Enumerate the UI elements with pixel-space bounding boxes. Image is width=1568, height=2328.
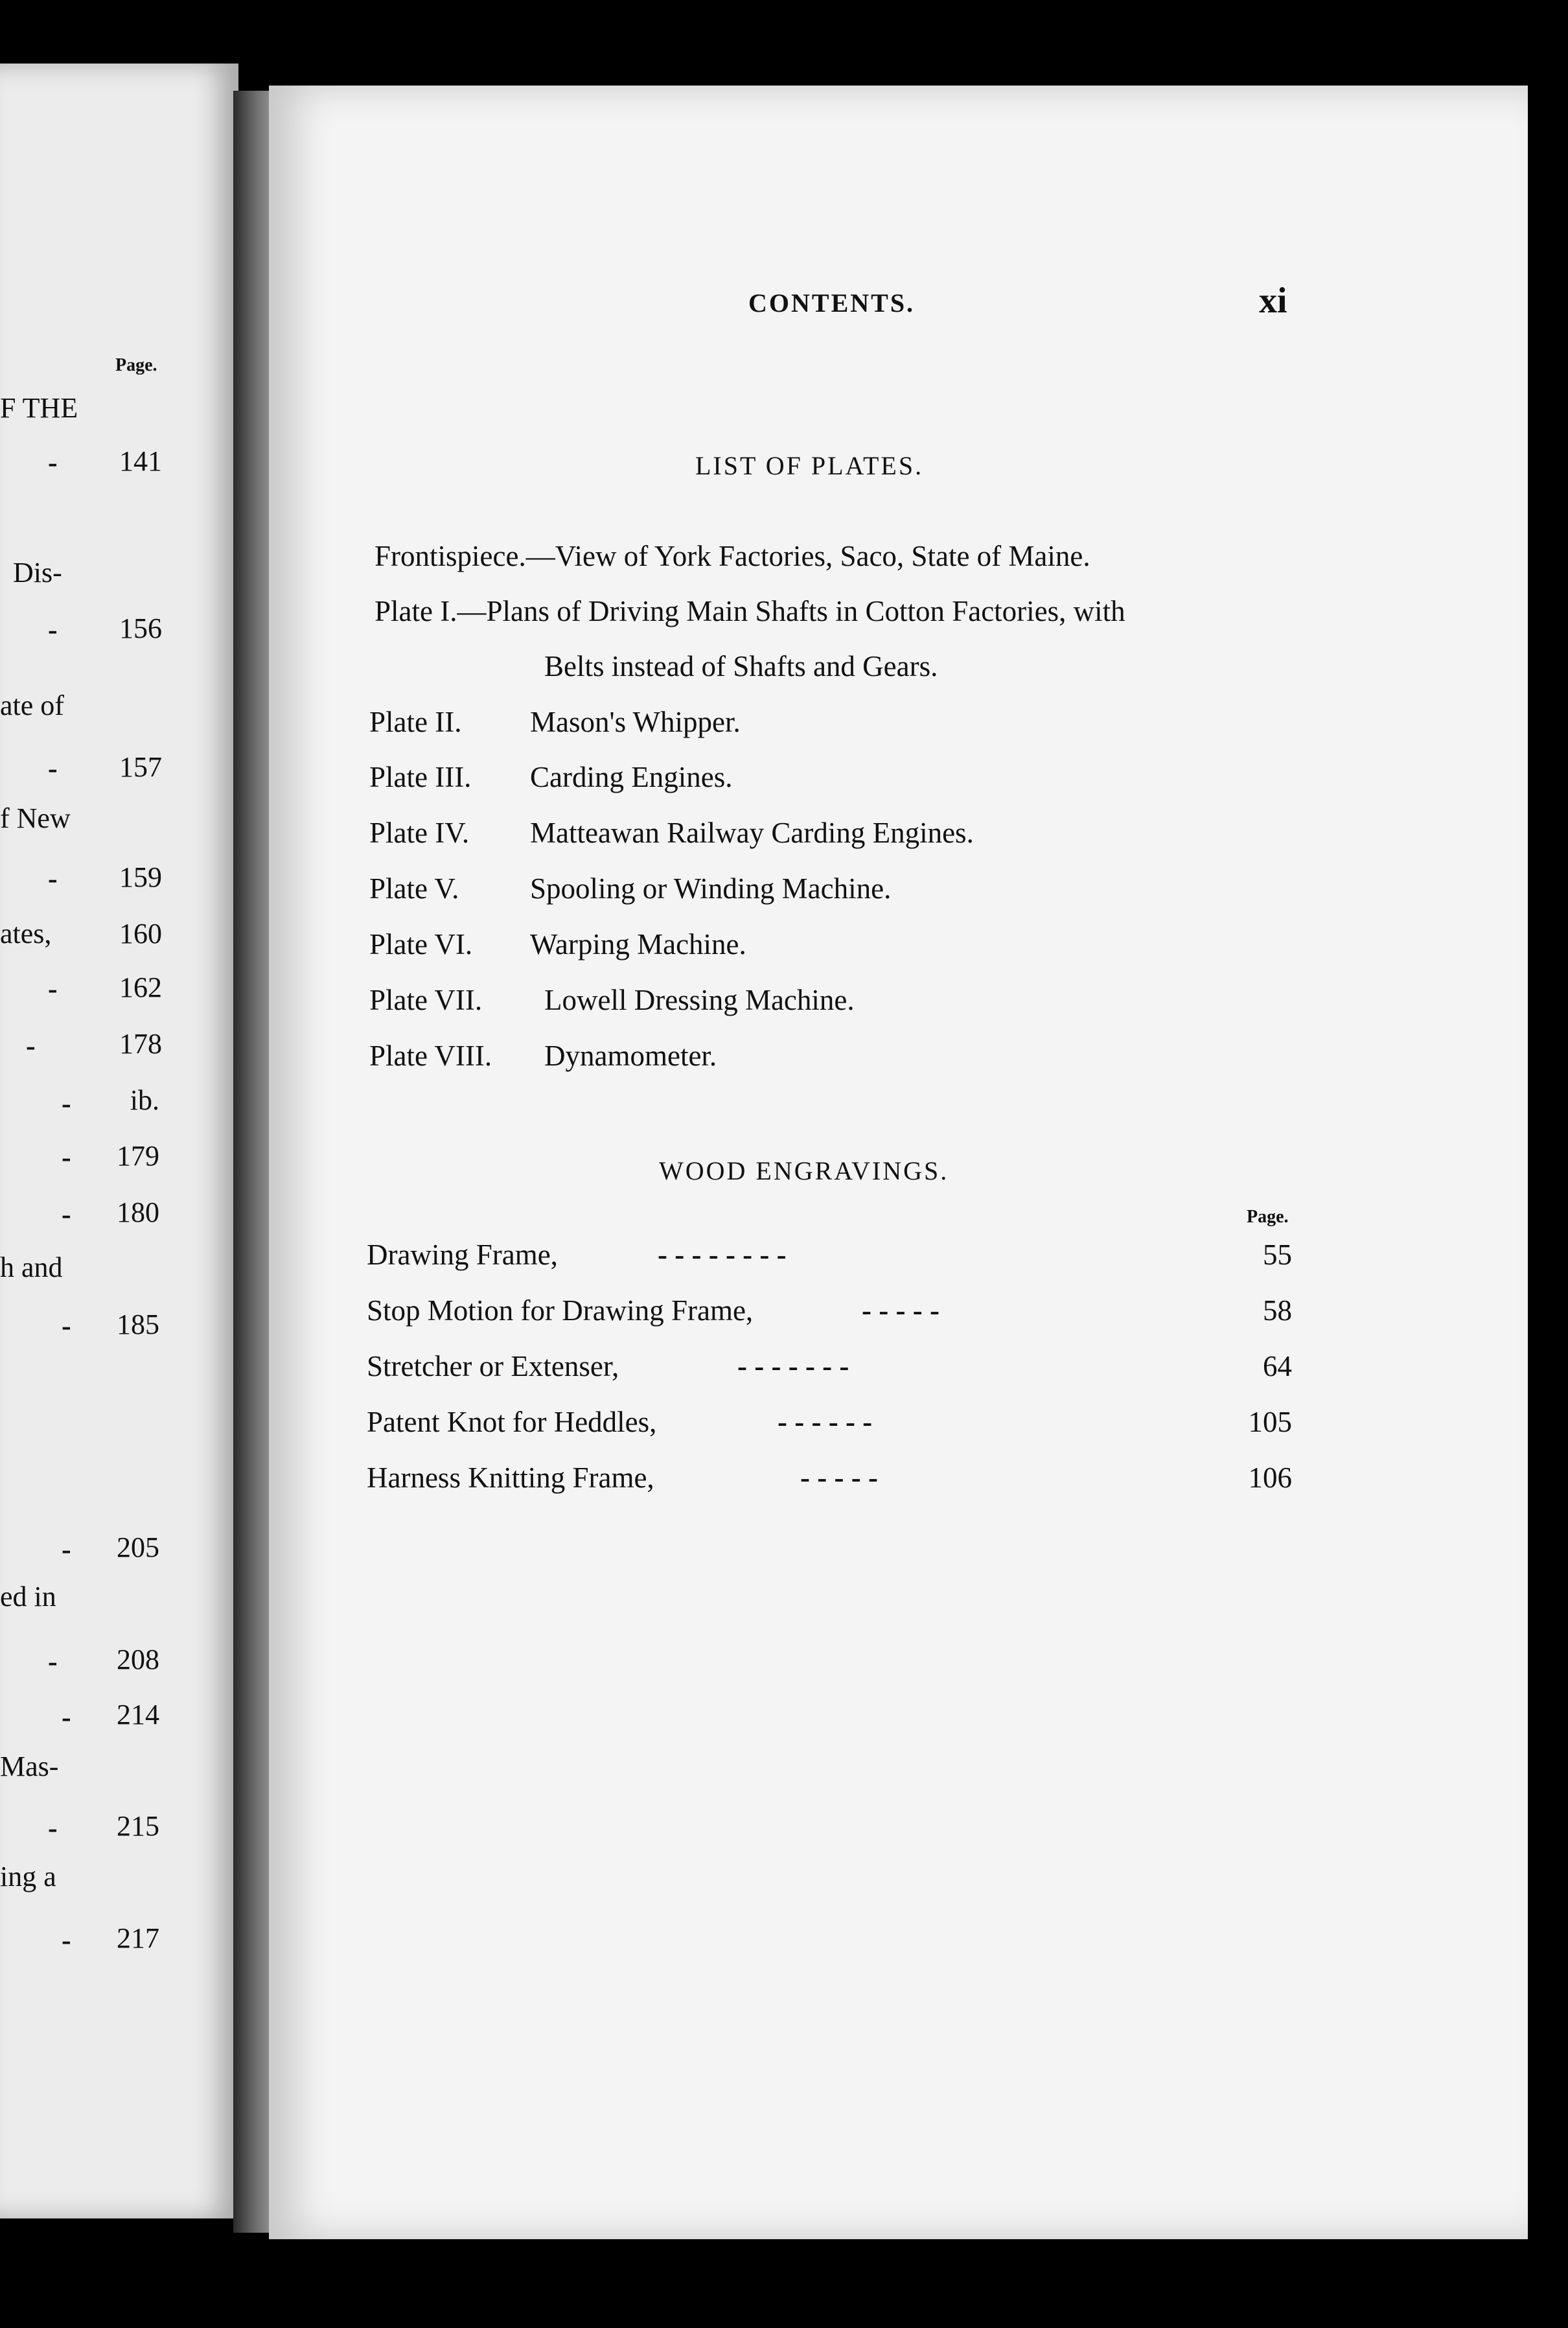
left-page-number: 178: [119, 1028, 162, 1060]
leader-dash: -: [62, 1533, 71, 1565]
page-column-header: Page.: [1247, 1207, 1289, 1227]
plate-label: Plate VI.: [369, 928, 473, 960]
plate-one-line1: Plate I.—Plans of Driving Main Shafts in Cotton Factories, with: [375, 595, 1125, 627]
plate-label: Plate III.: [369, 761, 472, 793]
left-page-number: ib.: [130, 1084, 159, 1116]
plate-label: Plate II.: [369, 706, 462, 738]
leader-dash: -: [62, 1088, 71, 1119]
left-page-header: Page.: [115, 355, 157, 375]
leader-dash: -: [26, 1030, 36, 1062]
left-fragment: ates,: [0, 918, 52, 949]
plate-title: Mason's Whipper.: [530, 706, 741, 738]
plates-heading: LIST OF PLATES.: [695, 451, 924, 480]
engraving-title: Harness Knitting Frame,: [367, 1461, 654, 1494]
engraving-title: Drawing Frame,: [367, 1239, 558, 1271]
leader-dash: -: [62, 1924, 71, 1956]
leader-dash: -: [48, 614, 58, 646]
leader-dash: -: [62, 1141, 71, 1173]
left-page-number: 208: [117, 1644, 159, 1675]
leader-dash: -: [48, 447, 58, 478]
engraving-page: 106: [1248, 1461, 1292, 1494]
left-fragment: h and: [0, 1251, 63, 1283]
plate-one-line2: Belts instead of Shafts and Gears.: [544, 650, 938, 682]
engraving-page: 64: [1263, 1350, 1292, 1382]
leader-dashes: - - - - - - -: [737, 1350, 849, 1382]
frontispiece-entry: Frontispiece.—View of York Factories, Saco, State of Maine.: [375, 540, 1090, 572]
left-fragment: ed in: [0, 1581, 56, 1612]
left-page-number: 157: [119, 751, 162, 783]
plate-label: Plate VIII.: [369, 1040, 492, 1072]
plate-title: Spooling or Winding Machine.: [530, 872, 892, 905]
plate-title: Matteawan Railway Carding Engines.: [530, 817, 974, 849]
engraving-title: Stretcher or Extenser,: [367, 1350, 619, 1382]
leader-dashes: - - - - - - - -: [658, 1239, 787, 1271]
left-page-number: 159: [119, 861, 162, 893]
left-fragment: f New: [0, 802, 71, 834]
left-fragment: F THE: [0, 392, 78, 424]
page-folio: xi: [1259, 281, 1287, 321]
leader-dash: -: [48, 1646, 58, 1677]
leader-dashes: - - - - - -: [778, 1406, 873, 1438]
engraving-page: 55: [1263, 1239, 1292, 1271]
plate-title: Carding Engines.: [530, 761, 733, 793]
left-page-number: 160: [119, 918, 162, 949]
engraving-title: Stop Motion for Drawing Frame,: [367, 1294, 754, 1327]
left-page-number: 215: [117, 1810, 159, 1842]
engravings-heading: WOOD ENGRAVINGS.: [659, 1156, 949, 1185]
left-fragment: ate of: [0, 690, 64, 721]
left-page-number: 180: [117, 1196, 159, 1228]
plate-title: Dynamometer.: [544, 1040, 717, 1072]
left-fragment: Mas-: [0, 1751, 59, 1782]
left-page-number: 156: [119, 612, 162, 644]
leader-dashes: - - - - -: [800, 1461, 878, 1494]
plate-label: Plate VII.: [369, 984, 483, 1016]
leader-dash: -: [48, 752, 58, 784]
left-fragment: ing a: [0, 1861, 56, 1892]
plate-label: Plate IV.: [369, 817, 470, 849]
left-fragment: Dis-: [13, 557, 62, 588]
left-page-number: 217: [117, 1922, 159, 1954]
leader-dash: -: [62, 1198, 71, 1230]
leader-dash: -: [48, 973, 58, 1005]
left-page-number: 205: [117, 1531, 159, 1563]
plate-label: Plate V.: [369, 872, 459, 905]
left-page-number: 214: [117, 1699, 159, 1730]
leader-dash: -: [48, 1812, 58, 1844]
left-page-number: 162: [119, 972, 162, 1003]
leader-dash: -: [62, 1310, 71, 1342]
engraving-title: Patent Knot for Heddles,: [367, 1406, 657, 1438]
running-title: CONTENTS.: [748, 288, 916, 318]
plate-title: Warping Machine.: [530, 928, 746, 960]
plate-title: Lowell Dressing Machine.: [544, 984, 855, 1016]
leader-dash: -: [48, 863, 58, 894]
left-page-number: 185: [117, 1309, 159, 1340]
engraving-page: 58: [1263, 1294, 1292, 1327]
engraving-page: 105: [1248, 1406, 1292, 1438]
leader-dashes: - - - - -: [862, 1294, 940, 1327]
left-page-number: 141: [119, 445, 162, 477]
left-page-number: 179: [117, 1140, 159, 1172]
leader-dash: -: [62, 1701, 71, 1733]
